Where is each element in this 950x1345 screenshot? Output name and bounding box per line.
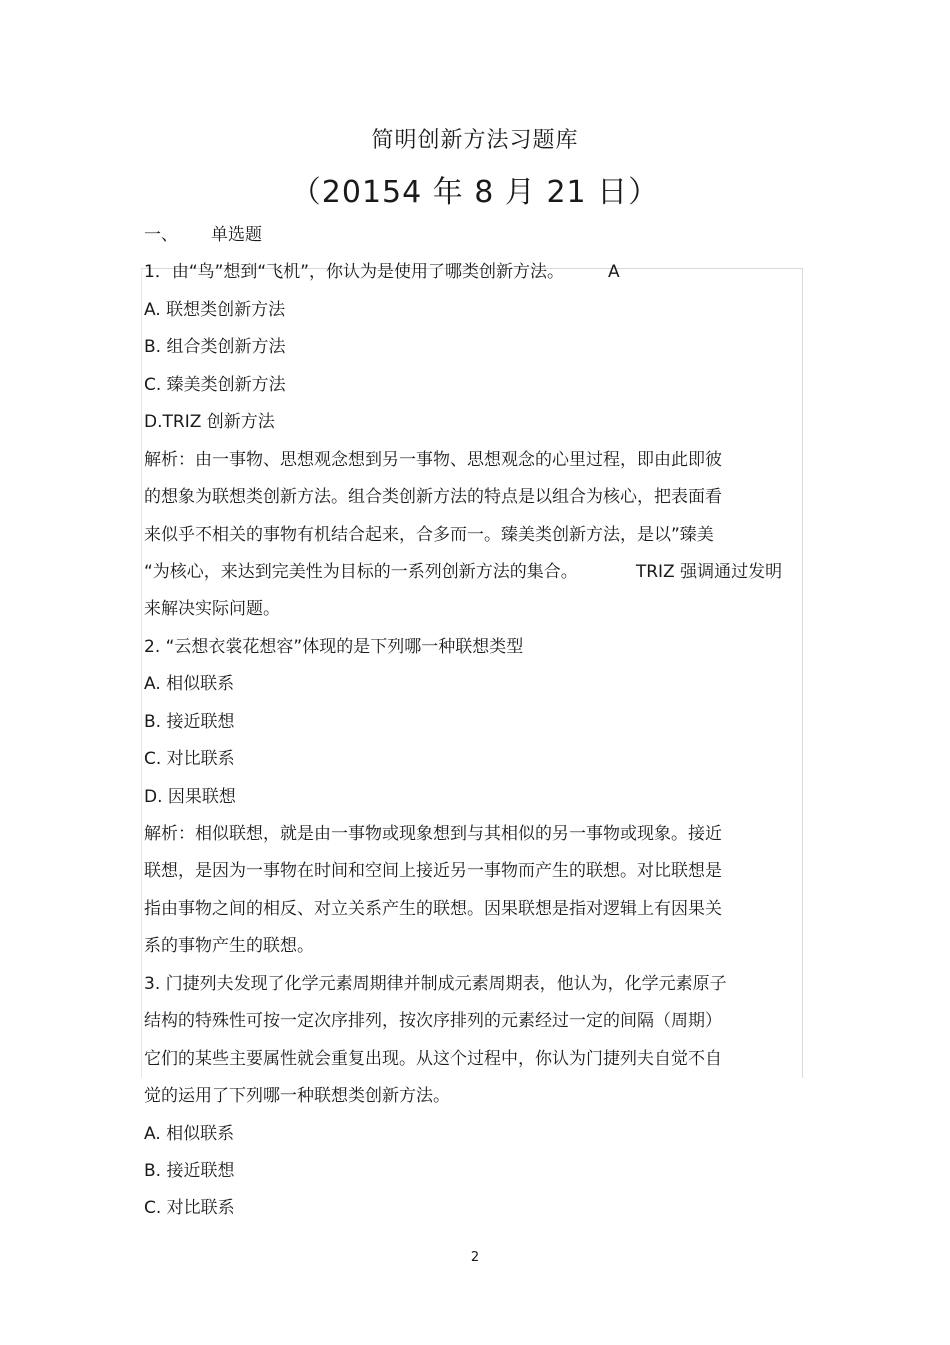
document-date: （20154 年 8 月 21 日） <box>290 175 660 210</box>
question-2-option-c: C. 对比联系 <box>144 749 235 770</box>
question-1-analysis-line: 解析：由一事物、思想观念想到另一事物、思想观念的心里过程，即由此即彼 <box>144 449 722 470</box>
question-1-option-b: B. 组合类创新方法 <box>144 337 286 358</box>
question-1-option-d: D.TRIZ 创新方法 <box>144 412 275 433</box>
question-2-analysis-line: 系的事物产生的联想。 <box>144 936 314 957</box>
question-1-analysis-text: “为核心，来达到完美性为目标的一系列创新方法的集合。 <box>144 561 578 582</box>
section-number: 一、 <box>144 225 178 245</box>
question-2-option-a: A. 相似联系 <box>144 674 235 695</box>
question-3-stem-line: 觉的运用了下列哪一种联想类创新方法。 <box>144 1086 450 1107</box>
question-2-stem: 2. “云想衣裳花想容”体现的是下列哪一种联想类型 <box>144 636 524 657</box>
question-2-analysis-line: 解析：相似联想，就是由一事物或现象想到与其相似的另一事物或现象。接近 <box>144 824 722 844</box>
question-2-analysis-line: 指由事物之间的相反、对立关系产生的联想。因果联想是指对逻辑上有因果关 <box>144 898 722 919</box>
question-1-analysis-line: 的想象为联想类创新方法。组合类创新方法的特点是以组合为核心，把表面看 <box>144 487 722 508</box>
question-1-option-c: C. 臻美类创新方法 <box>144 374 286 395</box>
section-heading <box>144 217 804 254</box>
question-1-analysis-line: 来解决实际问题。 <box>144 599 280 620</box>
section-label: 单选题 <box>211 225 262 245</box>
question-3-option-b: B. 接近联想 <box>144 1160 235 1181</box>
question-3-option-c: C. 对比联系 <box>144 1198 235 1219</box>
question-2-option-d: D. 因果联想 <box>144 786 236 807</box>
question-3-stem-line: 结构的特殊性可按一定次序排列，按次序排列的元素经过一定的间隔（周期） <box>144 1011 722 1032</box>
question-1-analysis-line <box>144 554 804 591</box>
document-body <box>144 217 804 1228</box>
document-title: 简明创新方法习题库 <box>371 128 579 153</box>
question-1-text: 1．由“鸟”想到“飞机”，你认为是使用了哪类创新方法。 <box>144 262 565 283</box>
question-3-stem-line: 它们的某些主要属性就会重复出现。从这个过程中，你认为门捷列夫自觉不自 <box>144 1048 722 1069</box>
question-1-analysis-line: 来似乎不相关的事物有机结合起来，合多而一。臻美类创新方法，是以”臻美 <box>144 524 714 545</box>
question-3-option-a: A. 相似联系 <box>144 1123 235 1144</box>
question-2-option-b: B. 接近联想 <box>144 711 235 732</box>
question-2-analysis-line: 联想，是因为一事物在时间和空间上接近另一事物而产生的联想。对比联想是 <box>144 861 722 882</box>
page-number: 2 <box>470 1250 480 1265</box>
question-1-answer: A <box>608 262 620 283</box>
question-3-stem-line: 3. 门捷列夫发现了化学元素周期律并制成元素周期表，他认为，化学元素原子 <box>144 973 727 994</box>
question-1-stem <box>144 254 804 291</box>
question-1-analysis-triz: TRIZ 强调通过发明 <box>635 561 783 582</box>
question-1-option-a: A. 联想类创新方法 <box>144 299 286 320</box>
